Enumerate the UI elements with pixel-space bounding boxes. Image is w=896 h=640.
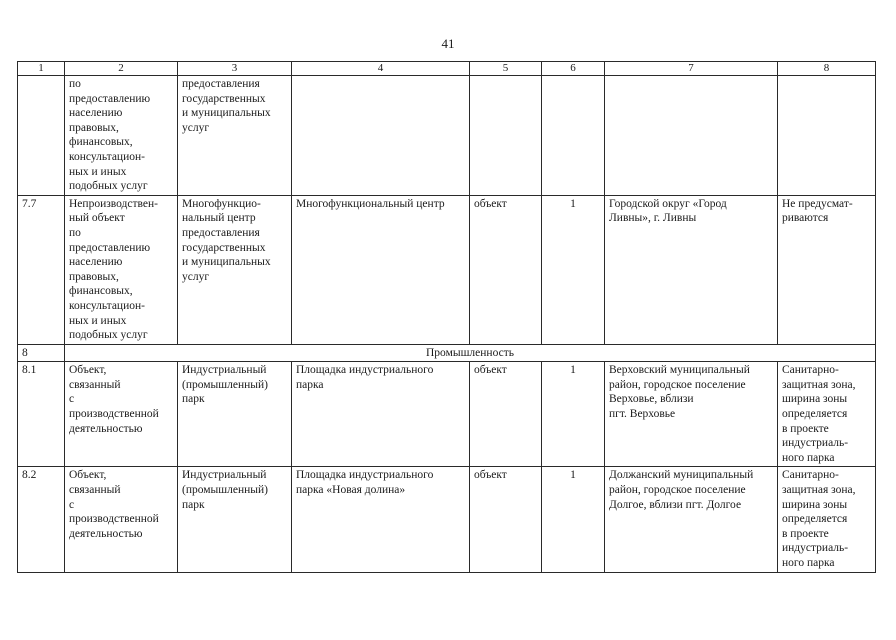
cell-location: Верховский муниципальный район, городское поселение Верховье, вблизи пгт. Верховье [605, 362, 778, 467]
cell-name: Площадка индустриального парка «Новая долина» [292, 467, 470, 572]
table-row-8-1 [18, 362, 876, 467]
cell-zone: Санитарно- защитная зона, ширина зоны определяется в проекте индустриаль- ного парка [778, 467, 876, 572]
cell-location [605, 76, 778, 196]
cell-quantity: 1 [542, 467, 605, 572]
section-row-8 [18, 344, 876, 362]
cell-num [18, 76, 65, 196]
cell-num: 8.2 [18, 467, 65, 572]
table-row-7-7 [18, 195, 876, 344]
cell-quantity [542, 76, 605, 196]
column-header-row [18, 62, 876, 76]
table-row-continuation [18, 76, 876, 196]
section-title: Промышленность [65, 344, 876, 362]
cell-name: Многофункциональный центр [292, 195, 470, 344]
document-table [17, 61, 876, 573]
cell-object-type: по предоставлению населению правовых, финансовых, консультацион- ных и иных подобных услуг [65, 76, 178, 196]
cell-object-type: Объект, связанный с производственной деятельностью [65, 362, 178, 467]
cell-name [292, 76, 470, 196]
cell-unit: объект [470, 195, 542, 344]
cell-category: Индустриальный (промышленный) парк [178, 362, 292, 467]
column-header-8: 8 [778, 62, 876, 76]
cell-unit: объект [470, 362, 542, 467]
cell-quantity: 1 [542, 362, 605, 467]
cell-object-type: Непроизводствен- ный объект по предоставлению населению правовых, финансовых, консультацион- ных и иных подобных услуг [65, 195, 178, 344]
cell-category: Многофункцио- нальный центр предоставления государственных и муниципальных услуг [178, 195, 292, 344]
cell-location: Должанский муниципальный район, городское поселение Долгое, вблизи пгт. Долгое [605, 467, 778, 572]
cell-name: Площадка индустриального парка [292, 362, 470, 467]
cell-zone: Санитарно- защитная зона, ширина зоны определяется в проекте индустриаль- ного парка [778, 362, 876, 467]
page-number: 41 [441, 36, 455, 51]
cell-unit: объект [470, 467, 542, 572]
column-header-3: 3 [178, 62, 292, 76]
cell-section-num: 8 [18, 344, 65, 362]
cell-num: 8.1 [18, 362, 65, 467]
cell-zone: Не предусмат- риваются [778, 195, 876, 344]
cell-location: Городской округ «Город Ливны», г. Ливны [605, 195, 778, 344]
column-header-7: 7 [605, 62, 778, 76]
cell-num: 7.7 [18, 195, 65, 344]
column-header-1: 1 [18, 62, 65, 76]
table-row-8-2 [18, 467, 876, 572]
cell-category: Индустриальный (промышленный) парк [178, 467, 292, 572]
column-header-6: 6 [542, 62, 605, 76]
column-header-2: 2 [65, 62, 178, 76]
column-header-4: 4 [292, 62, 470, 76]
cell-zone [778, 76, 876, 196]
cell-category: предоставления государственных и муниципальных услуг [178, 76, 292, 196]
cell-object-type: Объект, связанный с производственной деятельностью [65, 467, 178, 572]
cell-quantity: 1 [542, 195, 605, 344]
cell-unit [470, 76, 542, 196]
column-header-5: 5 [470, 62, 542, 76]
